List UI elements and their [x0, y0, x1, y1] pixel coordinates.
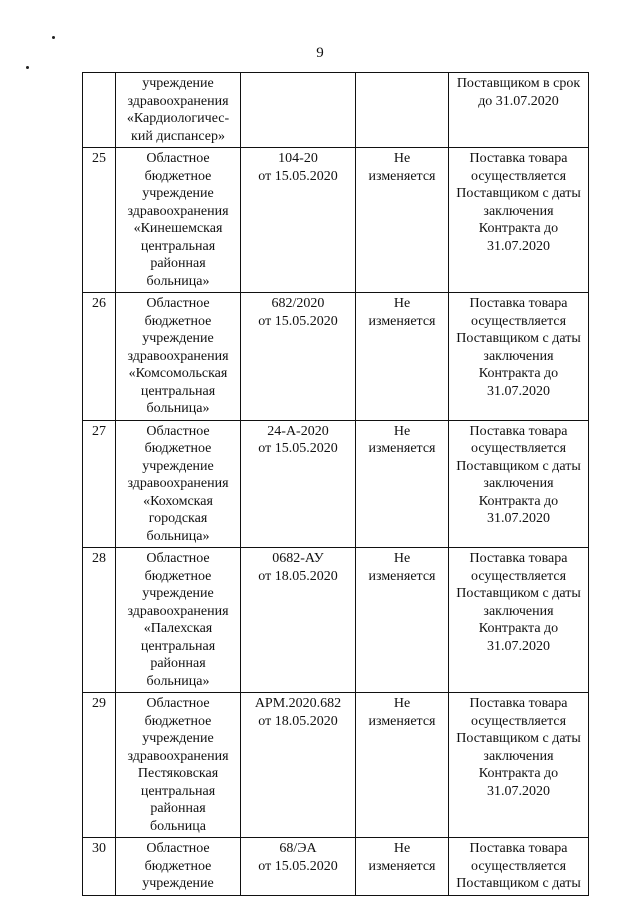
institution-name-line: «Кардиологичес- — [126, 111, 230, 126]
delivery-terms-line: до 31.07.2020 — [478, 93, 559, 109]
institution-name-line: районная — [150, 656, 206, 671]
contract-number-line: от 18.05.2020 — [258, 568, 338, 584]
delivery-terms-line: Контракта до — [478, 621, 559, 636]
institution-name-line: больница» — [146, 273, 210, 289]
delivery-terms-cell — [449, 420, 589, 548]
delivery-terms-line: Контракта до — [478, 221, 559, 236]
institution-name-line: «Кинешемская — [133, 221, 223, 236]
institution-name-line: учреждение — [142, 586, 214, 601]
delivery-terms-cell — [449, 693, 589, 838]
contract-number-line: от 15.05.2020 — [258, 858, 338, 874]
row-number-cell: 27 — [83, 420, 116, 548]
delivery-terms-line: 31.07.2020 — [487, 638, 550, 654]
table-row — [83, 148, 589, 293]
contract-number-line: 682/2020 — [271, 296, 325, 311]
institution-name-line: здравоохранения — [127, 748, 229, 764]
institution-name-line: кий диспансер» — [131, 128, 225, 144]
delivery-terms-line: Поставка товара — [469, 151, 568, 166]
institution-name-line: бюджетное — [144, 568, 212, 584]
institution-name-line: Областное — [146, 423, 210, 439]
delivery-terms-line: Поставщиком в срок — [456, 76, 581, 91]
delivery-terms-line: осуществляется — [470, 568, 567, 584]
change-status-line: Не — [393, 551, 411, 566]
institution-name-line: учреждение — [142, 186, 214, 201]
institution-name-cell — [116, 420, 241, 548]
change-status-line: Не — [393, 841, 411, 856]
table-row — [83, 548, 589, 693]
scan-speck — [26, 66, 29, 69]
delivery-terms-line: Поставка товара — [469, 551, 568, 566]
institution-name-line: бюджетное — [144, 441, 212, 456]
contracts-table — [82, 72, 589, 896]
institution-name-line: учреждение — [142, 876, 214, 891]
institution-name-line: больница» — [146, 528, 210, 544]
institution-name-line: центральная — [140, 783, 216, 799]
delivery-terms-line: осуществляется — [470, 713, 567, 729]
delivery-terms-line: осуществляется — [470, 168, 567, 184]
change-status-line: изменяется — [368, 313, 436, 329]
delivery-terms-line: Поставка товара — [469, 696, 568, 711]
change-status-line: изменяется — [368, 713, 436, 729]
institution-name-line: районная — [150, 256, 206, 271]
contract-number-line: 68/ЭА — [279, 841, 317, 856]
contract-number-cell — [241, 838, 356, 896]
change-status-line: Не — [393, 423, 411, 439]
delivery-terms-line: осуществляется — [470, 858, 567, 874]
institution-name-line: бюджетное — [144, 313, 212, 329]
contract-number-line: от 15.05.2020 — [258, 441, 338, 456]
change-status-cell — [356, 73, 449, 148]
delivery-terms-line: Поставщиком с даты — [456, 586, 581, 601]
contract-number-cell — [241, 548, 356, 693]
table-row — [83, 693, 589, 838]
delivery-terms-cell — [449, 148, 589, 293]
change-status-line: изменяется — [368, 858, 436, 874]
delivery-terms-line: Поставка товара — [469, 423, 568, 439]
delivery-terms-line: заключения — [483, 476, 554, 491]
table-row — [83, 293, 589, 421]
contract-number-cell — [241, 693, 356, 838]
institution-name-cell — [116, 838, 241, 896]
delivery-terms-line: осуществляется — [470, 313, 567, 329]
delivery-terms-line: Контракта до — [478, 766, 559, 781]
contract-number-line: от 15.05.2020 — [258, 168, 338, 184]
delivery-terms-line: Поставщиком с даты — [456, 876, 581, 891]
row-number-cell: 30 — [83, 838, 116, 896]
delivery-terms-cell — [449, 548, 589, 693]
institution-name-line: здравоохранения — [127, 603, 229, 619]
institution-name-line: учреждение — [142, 331, 214, 346]
delivery-terms-cell — [449, 293, 589, 421]
contract-number-cell — [241, 148, 356, 293]
change-status-cell — [356, 293, 449, 421]
delivery-terms-line: 31.07.2020 — [487, 238, 550, 254]
institution-name-line: городская — [148, 511, 208, 526]
scan-speck — [52, 36, 55, 39]
delivery-terms-line: заключения — [483, 748, 554, 764]
institution-name-cell — [116, 148, 241, 293]
institution-name-line: учреждение — [142, 731, 214, 746]
institution-name-cell — [116, 73, 241, 148]
institution-name-line: Областное — [146, 841, 210, 856]
change-status-line: Не — [393, 151, 411, 166]
institution-name-line: учреждение — [142, 458, 214, 474]
institution-name-line: здравоохранения — [127, 476, 229, 491]
institution-name-line: бюджетное — [144, 858, 212, 874]
institution-name-line: Областное — [146, 551, 210, 566]
contract-number-line: от 18.05.2020 — [258, 713, 338, 729]
delivery-terms-line: Поставщиком с даты — [456, 331, 581, 346]
institution-name-line: центральная — [140, 638, 216, 654]
delivery-terms-line: Контракта до — [478, 493, 559, 509]
table-row — [83, 73, 589, 148]
contract-number-cell — [241, 293, 356, 421]
delivery-terms-line: заключения — [483, 203, 554, 219]
delivery-terms-line: заключения — [483, 603, 554, 619]
contract-number-line: 0682-АУ — [272, 551, 324, 566]
institution-name-line: больница» — [146, 673, 210, 689]
table-row — [83, 420, 589, 548]
institution-name-line: «Палехская — [143, 621, 213, 636]
delivery-terms-line: 31.07.2020 — [487, 783, 550, 799]
row-number-cell: 26 — [83, 293, 116, 421]
delivery-terms-line: 31.07.2020 — [487, 511, 550, 526]
table-row — [83, 838, 589, 896]
delivery-terms-line: Контракта до — [478, 366, 559, 381]
row-number-cell: 25 — [83, 148, 116, 293]
contract-number-line: 104-20 — [278, 151, 318, 166]
row-number-cell: 28 — [83, 548, 116, 693]
change-status-line: Не — [393, 696, 411, 711]
delivery-terms-line: 31.07.2020 — [487, 383, 550, 399]
contract-number-cell — [241, 420, 356, 548]
change-status-cell — [356, 838, 449, 896]
contract-number-cell — [241, 73, 356, 148]
row-number-cell: 29 — [83, 693, 116, 838]
institution-name-line: центральная — [140, 383, 216, 399]
change-status-line: изменяется — [368, 168, 436, 184]
institution-name-line: бюджетное — [144, 168, 212, 184]
delivery-terms-line: Поставка товара — [469, 841, 568, 856]
institution-name-line: «Комсомольская — [128, 366, 228, 381]
contract-number-line: 24-А-2020 — [267, 423, 329, 439]
institution-name-line: центральная — [140, 238, 216, 254]
change-status-line: Не — [393, 296, 411, 311]
table-body — [83, 73, 589, 896]
institution-name-line: Пестяковская — [137, 766, 219, 781]
page-number: 9 — [316, 45, 324, 61]
institution-name-line: учреждение — [142, 76, 214, 91]
institution-name-line: больница — [150, 818, 206, 834]
contract-number-line: от 15.05.2020 — [258, 313, 338, 329]
delivery-terms-line: Поставщиком с даты — [456, 458, 581, 474]
change-status-cell — [356, 693, 449, 838]
change-status-cell — [356, 148, 449, 293]
delivery-terms-line: Поставщиком с даты — [456, 731, 581, 746]
delivery-terms-cell — [449, 838, 589, 896]
institution-name-line: районная — [150, 801, 206, 816]
institution-name-line: бюджетное — [144, 713, 212, 729]
delivery-terms-line: Поставка товара — [469, 296, 568, 311]
institution-name-line: Областное — [146, 151, 210, 166]
institution-name-line: здравоохранения — [127, 348, 229, 364]
delivery-terms-line: Поставщиком с даты — [456, 186, 581, 201]
change-status-cell — [356, 548, 449, 693]
delivery-terms-line: осуществляется — [470, 441, 567, 456]
contract-number-line: АРМ.2020.682 — [254, 696, 342, 711]
change-status-line: изменяется — [368, 441, 436, 456]
delivery-terms-line: заключения — [483, 348, 554, 364]
institution-name-cell — [116, 293, 241, 421]
institution-name-line: Областное — [146, 296, 210, 311]
institution-name-line: «Кохомская — [143, 493, 213, 509]
change-status-cell — [356, 420, 449, 548]
institution-name-line: здравоохранения — [127, 93, 229, 109]
institution-name-line: здравоохранения — [127, 203, 229, 219]
row-number-cell — [83, 73, 116, 148]
delivery-terms-cell — [449, 73, 589, 148]
institution-name-cell — [116, 693, 241, 838]
change-status-line: изменяется — [368, 568, 436, 584]
institution-name-line: Областное — [146, 696, 210, 711]
institution-name-line: больница» — [146, 401, 210, 416]
institution-name-cell — [116, 548, 241, 693]
